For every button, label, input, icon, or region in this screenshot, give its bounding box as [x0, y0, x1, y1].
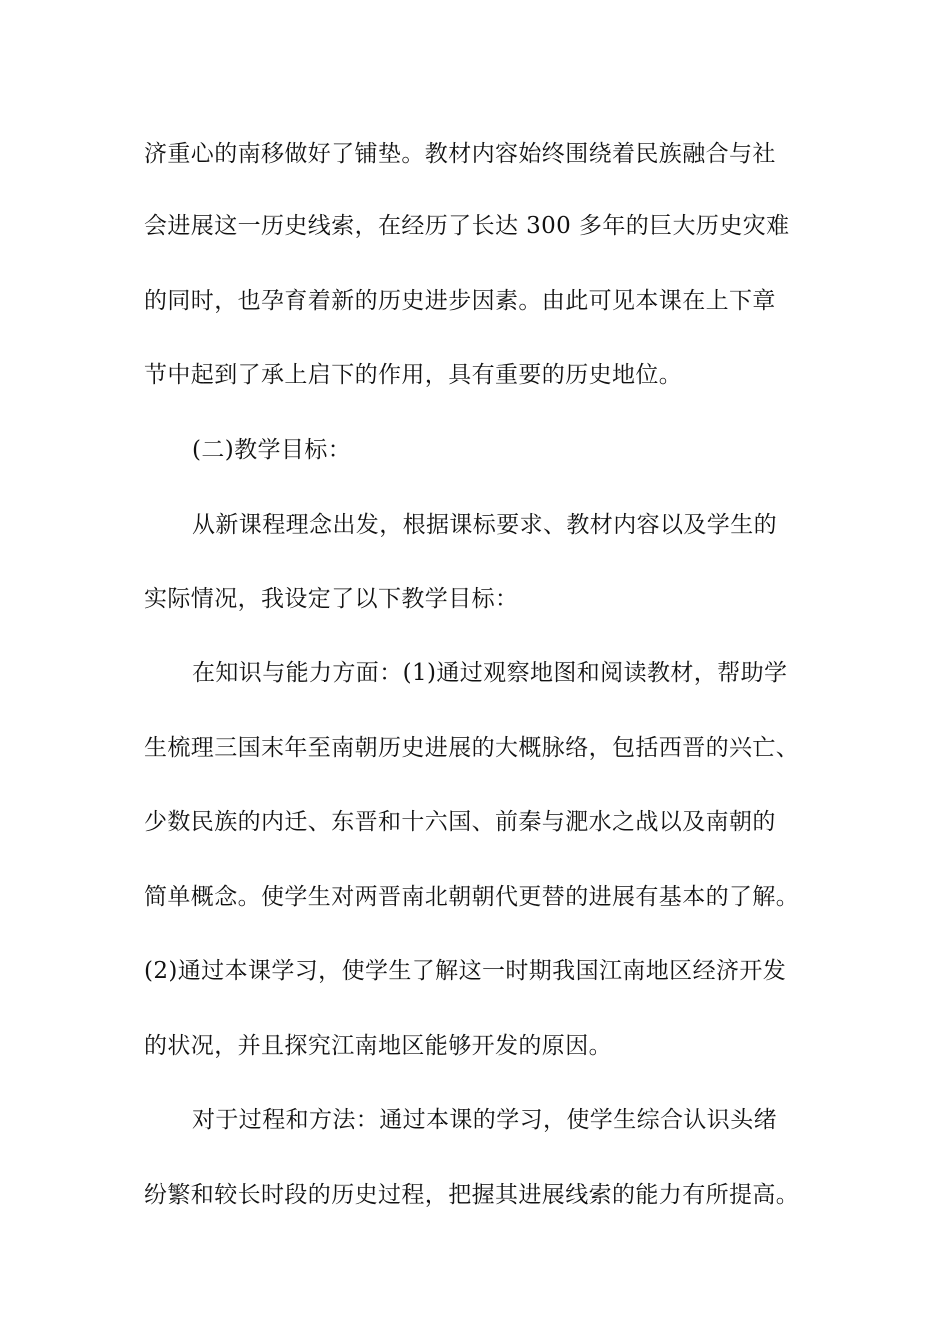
text-line-1: 济重心的南移做好了铺垫。教材内容始终围绕着民族融合与社 [144, 141, 776, 167]
text-line-7: 实际情况，我设定了以下教学目标： [144, 586, 519, 612]
text-line-3: 的同时，也孕育着新的历史进步因素。由此可见本课在上下章 [144, 288, 776, 314]
text-line-9: 生梳理三国末年至南朝历史进展的大概脉络，包括西晋的兴亡、 [144, 735, 800, 761]
text-line-8: 在知识与能力方面：(1)通过观察地图和阅读教材，帮助学 [192, 660, 788, 686]
text-line-10: 少数民族的内迁、东晋和十六国、前秦与淝水之战以及南朝的 [144, 809, 776, 835]
text-line-12: (2)通过本课学习，使学生了解这一时期我国江南地区经济开发 [144, 958, 787, 984]
text-line-4: 节中起到了承上启下的作用，具有重要的历史地位。 [144, 362, 683, 388]
text-line-14: 对于过程和方法：通过本课的学习，使学生综合认识头绪 [192, 1107, 777, 1133]
text-line-13: 的状况，并且探究江南地区能够开发的原因。 [144, 1033, 612, 1059]
text-line-11: 简单概念。使学生对两晋南北朝朝代更替的进展有基本的了解。 [144, 884, 800, 910]
text-line-15: 纷繁和较长时段的历史过程，把握其进展线索的能力有所提高。 [144, 1182, 800, 1208]
text-line-6: 从新课程理念出发，根据课标要求、教材内容以及学生的 [192, 512, 777, 538]
section-heading-teaching-goals: (二)教学目标： [192, 437, 352, 463]
text-line-2: 会进展这一历史线索，在经历了长达 300 多年的巨大历史灾难 [144, 213, 790, 239]
